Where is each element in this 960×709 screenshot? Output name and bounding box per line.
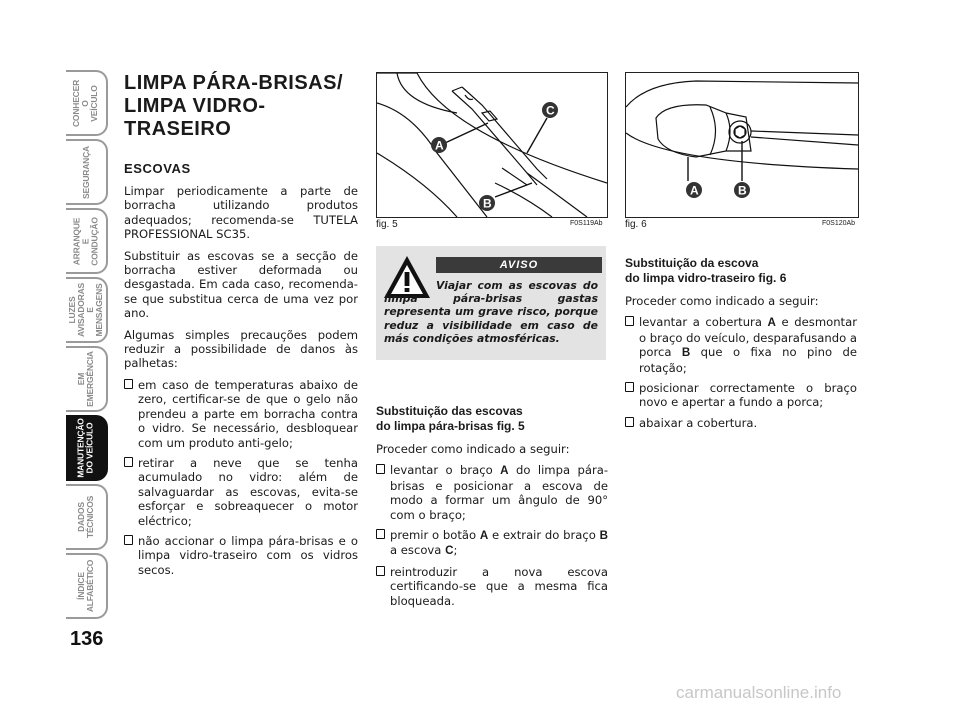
tab-label: ARRANQUE E CONDUÇÃO	[71, 216, 100, 266]
rear-wiper-section	[625, 256, 857, 436]
list-item	[124, 456, 358, 528]
paragraph: Limpar periodicamente a parte de borracha utilizando produtos adequados; recomenda-se TUTELA PROFESSIONAL SC35.	[124, 184, 358, 242]
figure-5-caption: fig. 5	[376, 219, 398, 230]
section-heading: ESCOVAS	[124, 161, 191, 176]
figure-6-code: F0S120Ab	[822, 220, 856, 227]
page-title: LIMPA PÁRA-BRISAS/ LIMPA VIDRO- TRASEIRO	[124, 72, 343, 140]
tab-label: DADOS TÉCNICOS	[76, 495, 96, 539]
list-item-text: retirar a neve que se tenha acumulado no vidro: além de salvaguardar as escovas, evita-se esforçar e sobreaquecer o motor eléctrico;	[138, 455, 358, 528]
bullet-box-icon	[376, 529, 385, 539]
figure-5-code: F0S119Ab	[570, 220, 603, 227]
warning-text: Viajar com as escovas do limpa pára-brisas gastas representa um grave risco, porque reduz a visibilidade em caso de más condições atmosféricas.	[384, 279, 598, 345]
callout-c-text: C	[546, 103, 555, 118]
figure-6-illustration	[625, 72, 859, 218]
list-item-text: em caso de temperaturas abaixo de zero, certificar-se de que o gelo não prendeu a parte em borracha contra o vidro. Se necessário, desbloquear com um produto anti-gelo;	[138, 377, 358, 450]
wiper-arm-drawing	[377, 73, 607, 217]
tab-label: ÍNDICE ALFABÉTICO	[76, 559, 95, 613]
rear-wiper-drawing	[626, 73, 858, 217]
bullet-box-icon	[625, 316, 634, 326]
list-item: levantar o braço A do limpa pára-brisas e posicionar a escova de modo a formar um ângulo de 90° com o braço;	[376, 463, 608, 522]
list-item: abaixar a cobertura.	[625, 416, 857, 430]
tab-conhecer-veiculo[interactable]	[66, 70, 108, 136]
front-steps	[376, 463, 608, 608]
page-number: 136	[70, 628, 104, 650]
paragraph: Substituir as escovas se a secção de borracha estiver deformada ou desgastada. Em cada caso, recomenda-se que substitua cerca de uma vez por ano.	[124, 248, 358, 321]
tab-label: MANUTENÇÃO DO VEÍCULO	[76, 418, 96, 478]
list-item: reintroduzir a nova escova certificando-se que a mesma fica bloqueada.	[376, 565, 608, 608]
tab-dados-tecnicos[interactable]	[66, 484, 108, 550]
warning-title: AVISO	[436, 257, 602, 273]
bullet-box-icon	[376, 566, 385, 576]
callout-b-text: B	[483, 196, 492, 211]
tab-label: SEGURANÇA	[80, 145, 91, 199]
bullet-box-icon	[124, 457, 133, 467]
rear-intro: Proceder como indicado a seguir:	[625, 294, 819, 308]
list-item-text: não accionar o limpa pára-brisas e o limpa vidro-traseiro com os vidros secos.	[138, 533, 358, 577]
callout-a-text: A	[690, 183, 699, 198]
tab-indice[interactable]	[66, 553, 108, 619]
warning-box	[376, 246, 606, 360]
front-section-title: Substituição das escovas do limpa pára-brisas fig. 5	[376, 404, 525, 433]
tab-emergencia[interactable]	[66, 346, 108, 412]
front-wiper-section	[376, 404, 608, 614]
tab-manutencao[interactable]	[66, 415, 108, 481]
tab-label: EM EMERGÊNCIA	[76, 351, 95, 407]
list-item	[124, 378, 358, 450]
tab-label: LUZES AVISADORAS E MENSAGENS	[67, 282, 105, 338]
bullet-box-icon	[625, 417, 634, 427]
tab-seguranca[interactable]	[66, 139, 108, 205]
bullet-box-icon	[376, 464, 385, 474]
precautions-list	[124, 378, 358, 577]
tab-label: CONHECER O VEÍCULO	[71, 79, 100, 127]
figure-6-caption: fig. 6	[625, 219, 647, 230]
figure-5-illustration	[376, 72, 608, 218]
list-item	[124, 534, 358, 577]
rear-section-title: Substituição da escova do limpa vidro-traseiro fig. 6	[625, 256, 787, 285]
bullet-box-icon	[124, 535, 133, 545]
rear-steps	[625, 315, 857, 430]
watermark: carmanualsonline.info	[676, 683, 842, 702]
list-item: levantar a cobertura A e desmontar o braço do veículo, desparafusando a porca B que o fixa no pino de rotação;	[625, 315, 857, 375]
bullet-box-icon	[124, 379, 133, 389]
tab-luzes[interactable]	[66, 277, 108, 343]
callout-b-text: B	[738, 183, 747, 198]
paragraph: Algumas simples precauções podem reduzir a possibilidade de danos às palhetas:	[124, 327, 358, 371]
list-item: posicionar correctamente o braço novo e apertar a fundo a porca;	[625, 381, 857, 410]
bullet-box-icon	[625, 382, 634, 392]
left-column	[124, 72, 358, 583]
front-intro: Proceder como indicado a seguir:	[376, 442, 570, 456]
list-item: premir o botão A e extrair do braço B a escova C;	[376, 528, 608, 559]
tab-arranque[interactable]	[66, 208, 108, 274]
callout-a-text: A	[435, 138, 444, 153]
